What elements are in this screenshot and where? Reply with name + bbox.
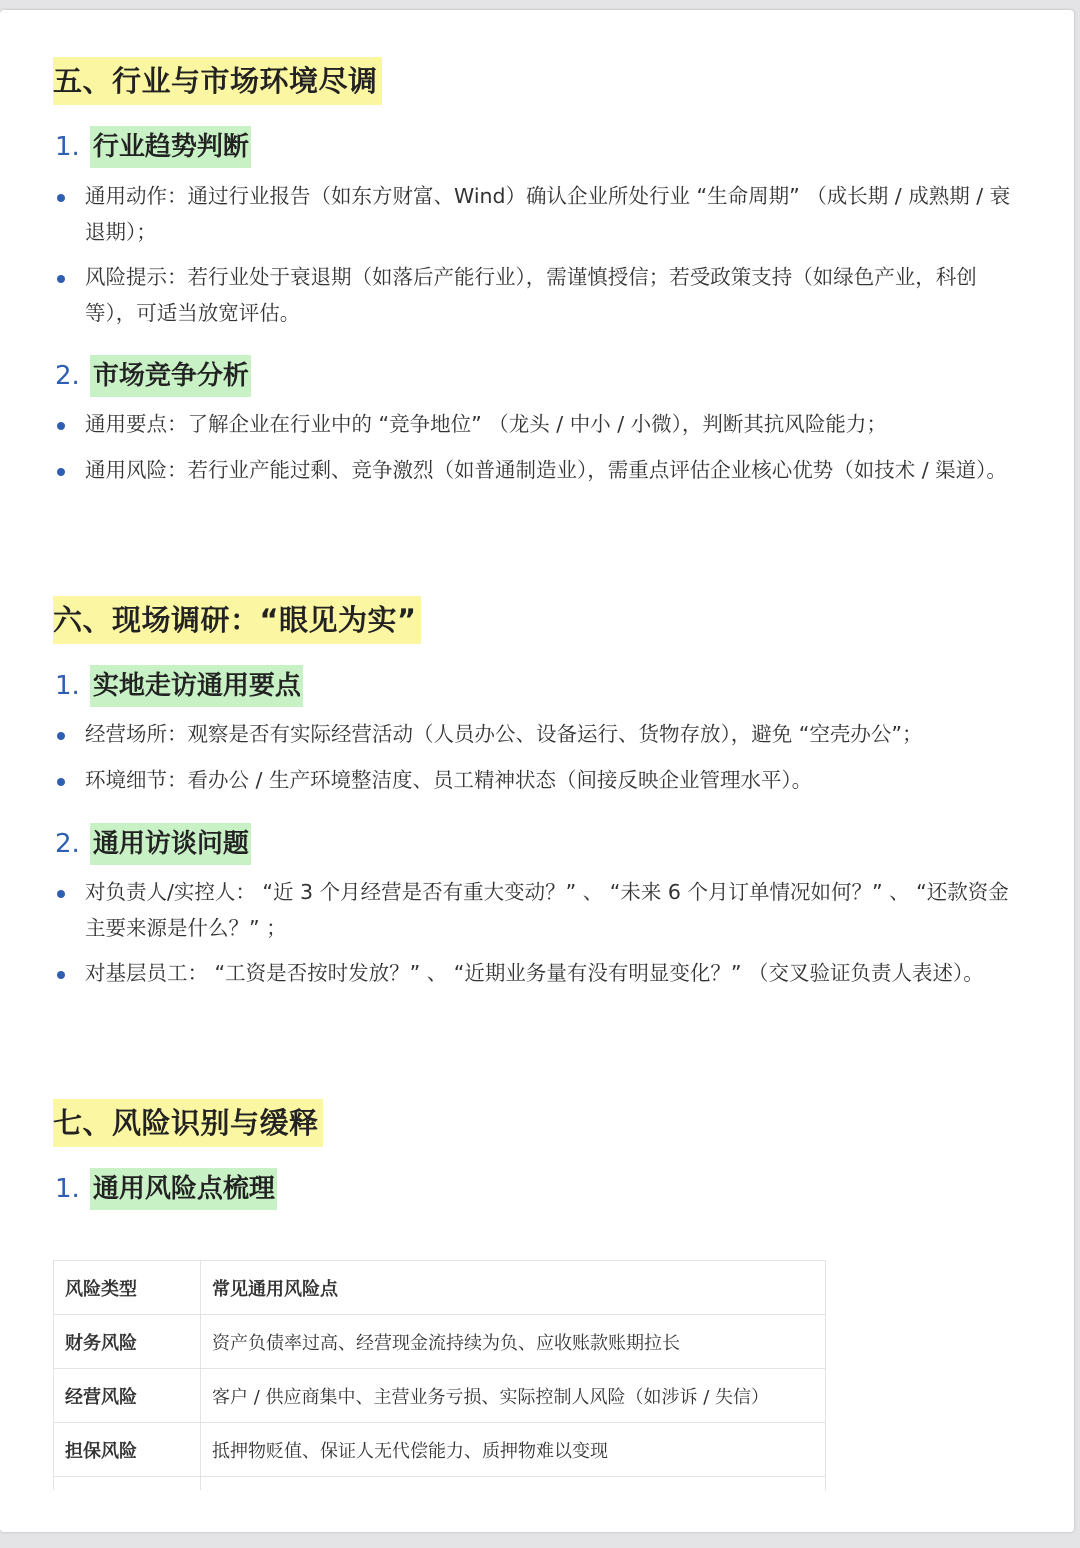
- table-row: [54, 1369, 826, 1423]
- list-item: [55, 406, 1025, 442]
- table-cell-points: 客户 / 供应商集中、主营业务亏损、实际控制人风险（如涉诉 / 失信）: [201, 1369, 826, 1423]
- subheading-number: 1.: [55, 671, 80, 701]
- subheading-5-1: [55, 126, 251, 168]
- list-item-text: 通用要点：了解企业在行业中的 “竞争地位” （龙头 / 中小 / 小微），判断其抗风险能力；: [85, 412, 887, 436]
- table-header-row: [54, 1261, 826, 1315]
- bullet-dot-icon: [57, 468, 65, 476]
- subheading-number: 1.: [55, 1174, 80, 1204]
- list-item-text: 环境细节：看办公 / 生产环境整洁度、员工精神状态（间接反映企业管理水平）。: [85, 768, 813, 792]
- subheading-5-2: [55, 355, 251, 397]
- subheading-number: 2.: [55, 829, 80, 859]
- bullet-dot-icon: [57, 275, 65, 283]
- table-cell-points: 抵押物贬值、保证人无代偿能力、质押物难以变现: [201, 1423, 826, 1477]
- table-cell-points: 资产负债率过高、经营现金流持续为负、应收账款账期拉长: [201, 1315, 826, 1369]
- subheading-7-1: [55, 1168, 277, 1210]
- table-header-cell: 常见通用风险点: [201, 1261, 826, 1315]
- table-cell-type: 经营风险: [54, 1369, 201, 1423]
- page-bottom-cutoff: [0, 1490, 1074, 1532]
- subheading-text: 通用风险点梳理: [90, 1168, 277, 1210]
- list-item: [55, 874, 1025, 946]
- list-item-text: 经营场所：观察是否有实际经营活动（人员办公、设备运行、货物存放），避免 “空壳办公”；: [85, 722, 923, 746]
- list-item: [55, 178, 1025, 250]
- list-item: [55, 259, 1025, 331]
- table-header-cell: 风险类型: [54, 1261, 201, 1315]
- list-item: [55, 762, 1025, 798]
- list-item-text: 对基层员工： “工资是否按时发放？” 、 “近期业务量有没有明显变化？” （交叉验证负责人表述）。: [85, 961, 984, 985]
- subheading-6-1: [55, 665, 303, 707]
- list-item-text: 通用风险：若行业产能过剩、竞争激烈（如普通制造业），需重点评估企业核心优势（如技术 / 渠道）。: [85, 458, 1007, 482]
- subheading-text: 通用访谈问题: [90, 823, 251, 865]
- table-cell-type: 财务风险: [54, 1315, 201, 1369]
- bullet-dot-icon: [57, 732, 65, 740]
- subheading-number: 2.: [55, 361, 80, 391]
- list-item-text: 通用动作：通过行业报告（如东方财富、Wind）确认企业所处行业 “生命周期” （成长期 / 成熟期 / 衰退期）；: [85, 184, 1011, 244]
- section-heading-6: 六、现场调研：“眼见为实”: [53, 596, 421, 644]
- subheading-text: 市场竞争分析: [90, 355, 251, 397]
- bullet-dot-icon: [57, 971, 65, 979]
- bullet-dot-icon: [57, 890, 65, 898]
- list-item: [55, 716, 1025, 752]
- document-page: [0, 10, 1074, 1532]
- table-row: [54, 1315, 826, 1369]
- bullet-dot-icon: [57, 194, 65, 202]
- subheading-text: 实地走访通用要点: [90, 665, 303, 707]
- subheading-6-2: [55, 823, 251, 865]
- bullet-dot-icon: [57, 778, 65, 786]
- section-heading-5: 五、行业与市场环境尽调: [53, 57, 382, 105]
- table-cell-type: 担保风险: [54, 1423, 201, 1477]
- subheading-number: 1.: [55, 132, 80, 162]
- table-row: [54, 1423, 826, 1477]
- subheading-text: 行业趋势判断: [90, 126, 251, 168]
- list-item: [55, 955, 1025, 991]
- list-item-text: 风险提示：若行业处于衰退期（如落后产能行业），需谨慎授信；若受政策支持（如绿色产业，科创等），可适当放宽评估。: [85, 265, 977, 325]
- list-item-text: 对负责人/实控人： “近 3 个月经营是否有重大变动？” 、 “未来 6 个月订单情况如何？” 、 “还款资金主要来源是什么？” ；: [85, 880, 1009, 940]
- bullet-dot-icon: [57, 422, 65, 430]
- section-heading-7: 七、风险识别与缓释: [53, 1099, 323, 1147]
- list-item: [55, 452, 1025, 488]
